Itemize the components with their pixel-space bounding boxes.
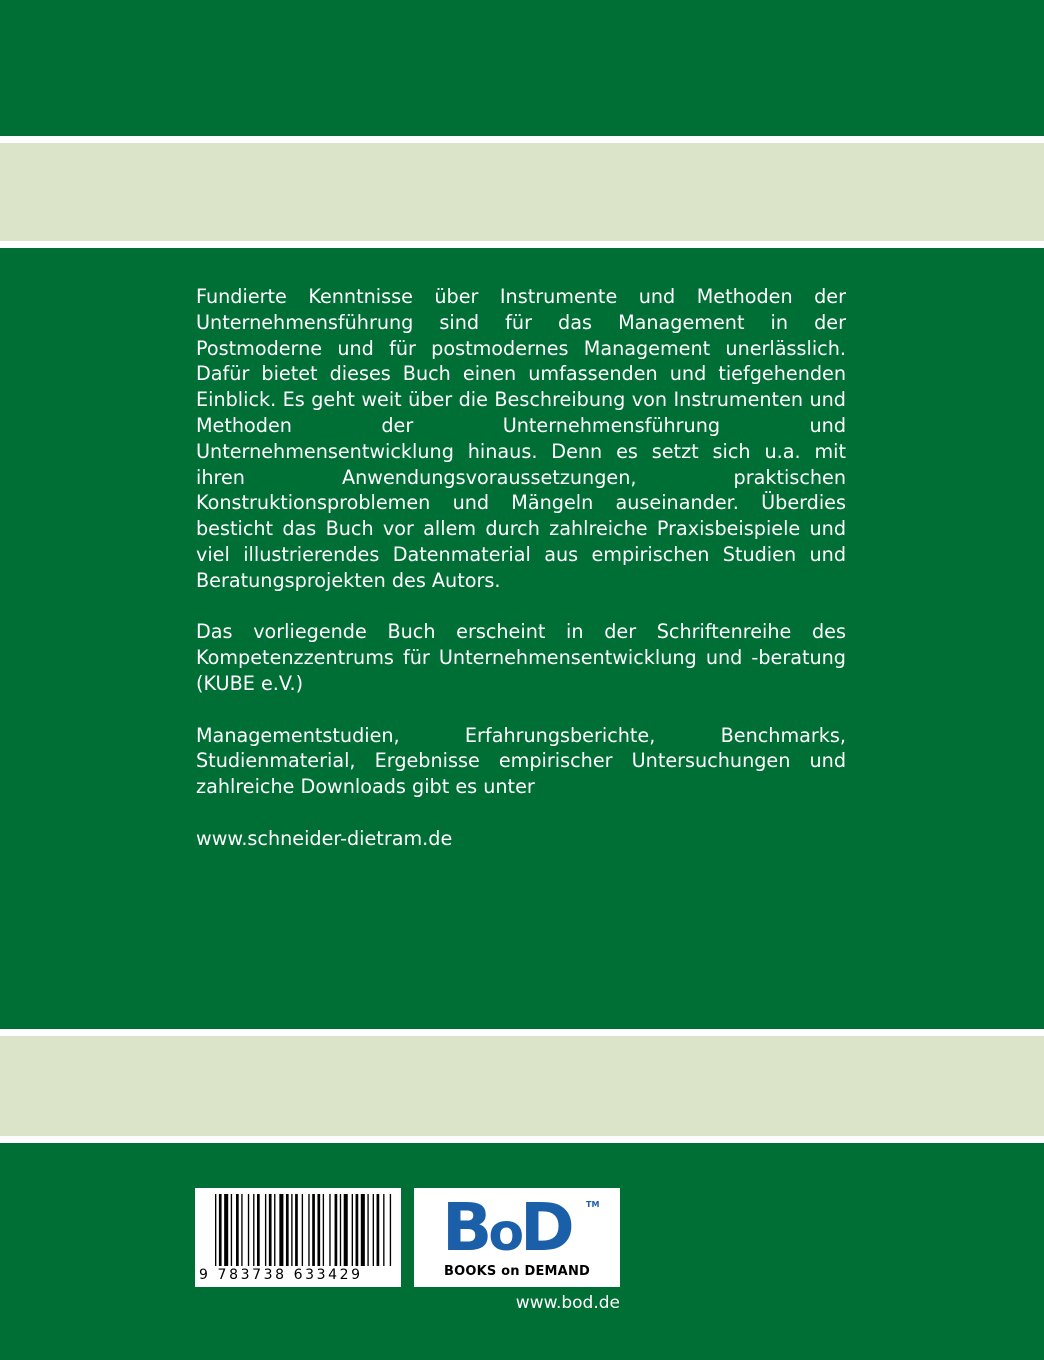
bod-logo-letters <box>442 1189 571 1266</box>
bottom-band-white-lower <box>0 1136 1044 1143</box>
author-website-link[interactable]: www.schneider-dietram.de <box>196 826 453 850</box>
bod-logo <box>414 1188 620 1287</box>
bod-letter-o: o <box>488 1203 521 1263</box>
publisher-website-link[interactable]: www.bod.de <box>515 1293 620 1313</box>
top-band-white-upper <box>0 136 1044 143</box>
bottom-band-white-upper <box>0 1029 1044 1036</box>
blurb-paragraph-1: Fundierte Kenntnisse über Instrumente und Methoden der Unternehmensführung sind für das Management in der Postmoderne und für postmodernes Management unerlässlich. Dafür bietet dieses Buch einen umfassenden und tiefgehenden Einblick. Es geht weit über die Beschreibung von Instrumenten und Methoden der Unternehmensführung und Unternehmensentwicklung hinaus. Denn es setzt sich u.a. mit ihren Anwendungsvoraussetzungen, praktischen Konstruktionsproblemen und Mängeln auseinander. Überdies besticht das Buch vor allem durch zahlreiche Praxisbeispiele und viel illustrierendes Datenmaterial aus empirischen Studien und Beratungsprojekten des Autors. <box>196 285 846 592</box>
blurb-paragraph-3: Managementstudien, Erfahrungsberichte, Benchmarks, Studienmaterial, Ergebnisse empirischer Untersuchungen und zahlreiche Downloads gibt es unter <box>196 723 846 799</box>
back-cover-blurb <box>196 284 846 852</box>
bod-letter-d: D <box>520 1189 571 1266</box>
bod-tagline: BOOKS on DEMAND <box>443 1264 591 1279</box>
blurb-paragraph-2: Das vorliegende Buch erscheint in der Schriftenreihe des Kompetenzzentrums für Unternehmensentwicklung und -beratung (KUBE e.V.) <box>196 620 846 695</box>
bod-letter-b: B <box>442 1189 489 1266</box>
top-band-white-lower <box>0 241 1044 248</box>
isbn-number: 9 783738 633429 <box>199 1267 363 1283</box>
bottom-band-pale <box>0 1036 1044 1136</box>
isbn-barcode <box>195 1188 401 1287</box>
top-band-pale <box>0 143 1044 241</box>
bod-trademark: TM <box>586 1200 600 1209</box>
